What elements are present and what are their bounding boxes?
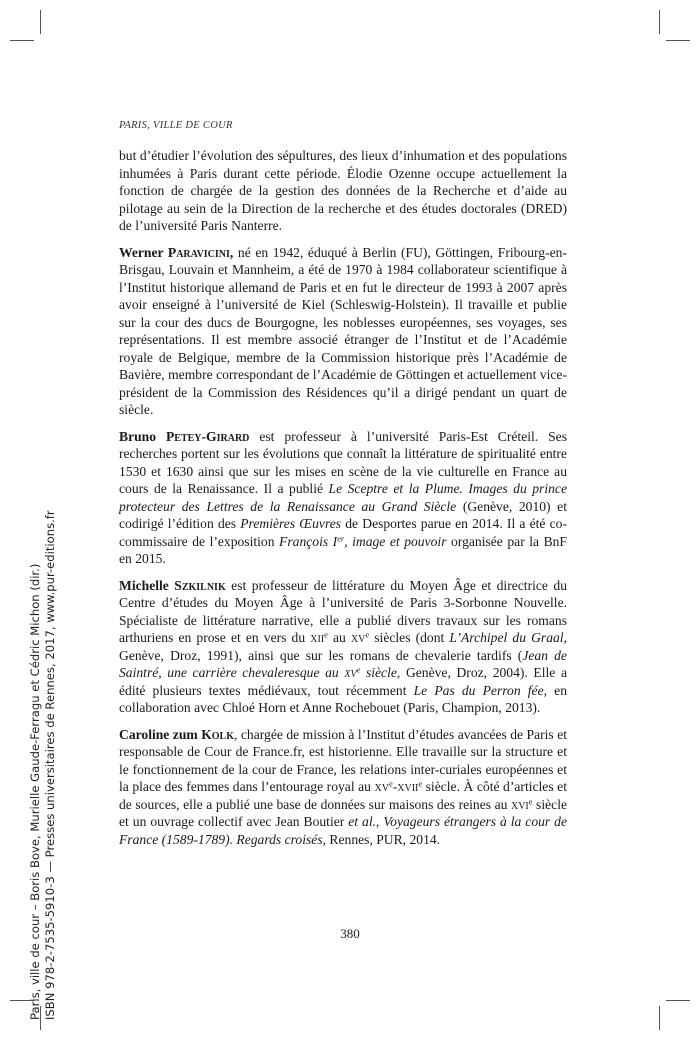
crop-mark-right-bottom xyxy=(666,1000,690,1001)
text-run: e xyxy=(528,795,533,806)
text-run: Le Sceptre et la Plume. Images du prince protecteur des Lettres de la Renaissance au Grand Siècle xyxy=(119,481,567,514)
text-run: xv xyxy=(374,779,389,794)
text-run: , en collaboration avec Chloé Horn et Anne Rochebouet (Paris, Champion, 2013). xyxy=(119,682,567,715)
text-run: François I xyxy=(279,533,338,549)
running-head: PARIS, VILLE DE COUR xyxy=(119,120,233,131)
text-run: Szkilnik xyxy=(174,577,226,593)
crop-mark-top-right xyxy=(659,10,660,34)
text-run: et al. xyxy=(348,814,376,829)
crop-mark-bottom-right xyxy=(659,1006,660,1030)
text-run: siècle xyxy=(360,665,397,680)
text-run: , Genève, Droz, 1991), ainsi que sur les romans de chevalerie tardifs ( xyxy=(119,630,567,663)
text-run: xv xyxy=(350,630,366,645)
text-run: , xyxy=(376,814,384,829)
text-run: de Desportes parue en 2014. Il a été co-commissaire de l’exposition xyxy=(119,516,567,549)
side-credit xyxy=(28,460,58,1020)
text-run: e xyxy=(365,629,370,640)
text-run: organisée par la BnF en 2015. xyxy=(119,533,567,566)
text-run: Bruno xyxy=(119,428,166,444)
paragraph-kolk xyxy=(119,726,567,849)
crop-mark-top-left xyxy=(40,10,41,34)
text-run: , image et pouvoir xyxy=(344,533,447,549)
text-run: siècles (dont xyxy=(369,630,450,645)
text-run: Michelle xyxy=(119,577,175,593)
text-run: Werner xyxy=(119,244,168,260)
page-number: 380 xyxy=(340,926,360,941)
text-run: Caroline zum xyxy=(119,726,202,742)
text-run: au xyxy=(327,630,351,645)
crop-mark-left-top xyxy=(10,40,34,41)
text-run: (Genève, 2010) et codirigé l’édition des xyxy=(119,498,567,531)
text-run: né en 1942, éduqué à Berlin (FU), Göttingen, Fribourg-en-Brisgau, Louvain et Mannheim, a été de 1970 à 1984 collaborateur scientifique à l’Institut historique allemand de Paris et en fut le directeur de 1993 à 2007 après avoir enseigné à l’université de Kiel (Schleswig-Holstein). Il travaille et publie sur la cour des ducs de Bourgogne, les noblesses européennes, ses voyages, ses représentations. Il est membre associé étranger de l’Institut et de l’Académie royale de Belgique, membre de la Commission historique près l’Académie de Bavière, membre correspondant de l’Académie de Göttingen et actuellement vice-président de la Commission des Résidences qu’il a dirigé pendant un quart de siècle. xyxy=(119,244,567,417)
text-run: L’Archipel du Graal xyxy=(449,630,564,645)
text-run: xvi xyxy=(510,796,529,812)
text-run: er xyxy=(337,532,345,543)
contributor-notes xyxy=(119,147,567,857)
text-run: Jean de Saintré, une carrière chevaleresque au xyxy=(119,647,567,680)
text-run: e xyxy=(388,778,393,789)
text-run: Petey-Girard xyxy=(165,428,250,444)
side-credit-line-1: Paris, ville de cour – Boris Bove, Murielle Gaude-Ferragu et Cédric Michon (dir.) xyxy=(28,563,42,1020)
text-run: est professeur de littérature du Moyen Âge et directrice du Centre d’études du Moyen Âge à l’université de Paris 3-Sorbonne Nouvelle. Spécialiste de littérature narrative, elle a publié divers travaux sur les romans arthuriens en prose et en vers du xyxy=(119,577,567,645)
text-run: e xyxy=(324,629,328,640)
crop-mark-right-top xyxy=(666,40,690,41)
paragraph-szkilnik xyxy=(119,577,567,717)
paragraph-petey-girard xyxy=(119,428,567,568)
text-run: est professeur à l’université Paris-Est Créteil. Ses recherches portent sur les évolutions que connaît la littérature de spiritualité entre 1530 et 1630 ainsi que sur les mises en scène de la vie culturelle en France au cours de la Renaissance. Il a publié xyxy=(119,428,568,496)
text-run: xvii xyxy=(397,779,419,794)
text-run: xv xyxy=(344,665,357,680)
text-run: , Rennes, PUR, 2014. xyxy=(322,831,441,847)
text-run: Le Pas du Perron fée xyxy=(413,682,544,698)
text-run: , Genève, Droz, 2004). Elle a édité plusieurs textes médiévaux, tout récemment xyxy=(119,665,567,698)
text-run: , chargée de mission à l’Institut d’études avancées de Paris et responsable de Cour de France.fr, est historienne. Elle travaille sur la structure et le fonctionnement de la cour de France, les relations inter-curiales européennes et la place des femmes dans l’entourage royal au xyxy=(119,726,568,794)
text-run: siècle. À côté d’articles et de sources, elle a publié une base de données sur maisons des reines au xyxy=(119,779,567,812)
text-run: Kolk xyxy=(201,726,235,742)
text-run: Paravicini, xyxy=(167,244,234,260)
text-run: xii xyxy=(310,630,325,645)
paragraph-ozenne xyxy=(119,147,567,235)
text-run: - xyxy=(392,779,398,794)
text-run: e xyxy=(356,664,361,675)
text-run: siècle et un ouvrage collectif avec Jean Boutier xyxy=(119,796,568,829)
text-run: Voyageurs étrangers à la cour de France (1589-1789). Regards croisés xyxy=(119,814,567,847)
paragraph-paravicini xyxy=(119,244,567,419)
text-run: e xyxy=(418,778,423,789)
side-credit-line-2: ISBN 978-2-7535-5910-3 — Presses universitaires de Rennes, 2017, www.pur-editions.fr xyxy=(43,510,57,1020)
text-run: Premières Œuvres xyxy=(240,516,342,531)
text-run: but d’étudier l’évolution des sépultures, des lieux d’inhumation et des populations inhumées à Paris durant cette période. Élodie Ozenne occupe actuellement la fonction de chargée de la gestion des données de la Recherche et d’aide au pilotage au sein de la Direction de la recherche et des études doctorales (DRED) de l’université Paris Nanterre. xyxy=(119,148,567,233)
